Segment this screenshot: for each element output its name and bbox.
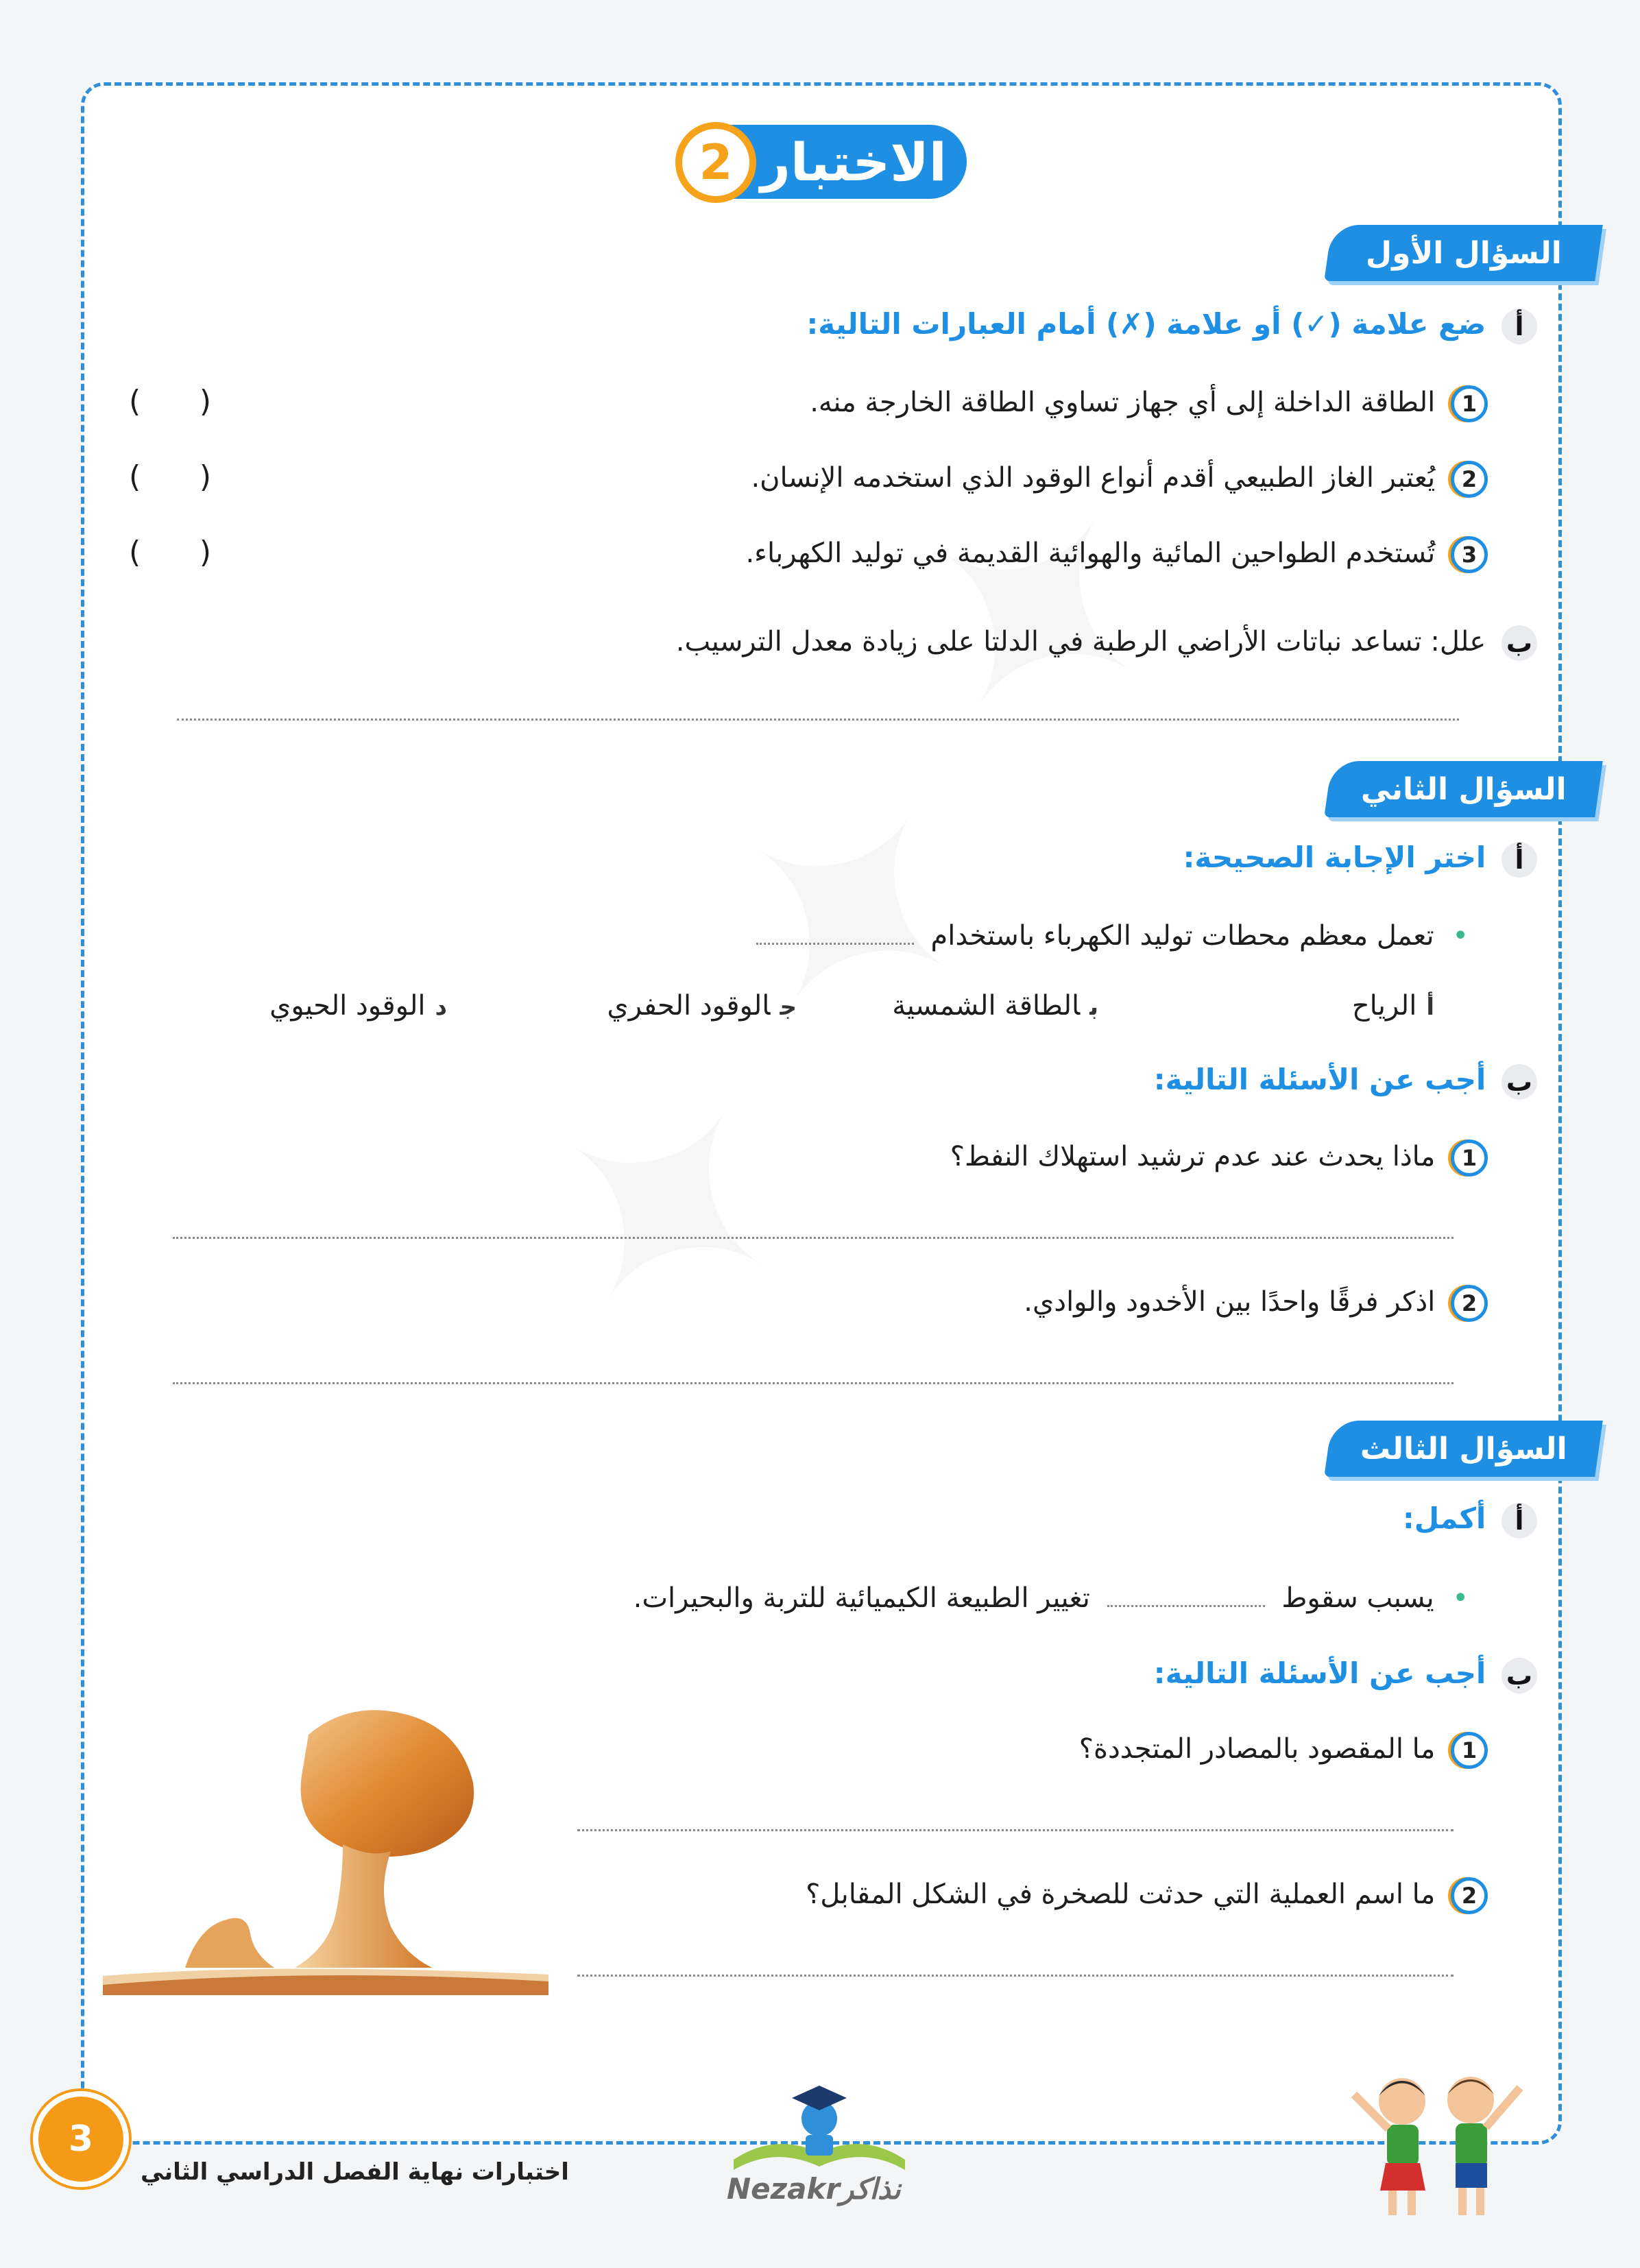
- question-2-tab: السؤال الثاني: [1324, 761, 1603, 817]
- q1-part-b-letter: ب: [1502, 625, 1537, 661]
- q2-part-b-heading: [1154, 1063, 1537, 1100]
- q1-part-a-title: ضع علامة (✓) أو علامة (✗) أمام العبارات التالية:: [806, 307, 1486, 341]
- answer-line[interactable]: [177, 719, 1459, 721]
- book-title-footer: اختبارات نهاية الفصل الدراسي الثاني: [141, 2158, 569, 2186]
- q2-part-a-letter: أ: [1502, 842, 1537, 878]
- kids-illustration: [1340, 2060, 1539, 2225]
- choice-c[interactable]: جالوقود الحفري: [607, 990, 797, 1022]
- nezakr-logo-icon: [720, 2071, 919, 2173]
- answer-line[interactable]: [173, 1237, 1454, 1239]
- question-3-tab: السؤال الثالث: [1324, 1421, 1603, 1477]
- number-badge: 2: [1451, 1285, 1488, 1322]
- q3-part-b-title: أجب عن الأسئلة التالية:: [1153, 1656, 1486, 1690]
- answer-line[interactable]: [173, 1382, 1454, 1384]
- q1-part-b: ب علل: تساعد نباتات الأراضي الرطبة في الدلتا على زيادة معدل الترسيب.: [676, 625, 1537, 661]
- answer-line[interactable]: [577, 1975, 1454, 1977]
- number-badge: 1: [1451, 385, 1488, 422]
- blank[interactable]: [756, 943, 914, 945]
- q2-part-a-heading: [1183, 841, 1537, 878]
- q2-part-b-letter: ب: [1502, 1064, 1537, 1100]
- q1-statement-1: 1 الطاقة الداخلة إلى أي جهاز تساوي الطاقة الخارجة منه.: [810, 385, 1488, 422]
- q2-question-1: 1 ماذا يحدث عند عدم ترشيد استهلاك النفط؟: [950, 1139, 1488, 1177]
- q1-part-a-heading: [806, 307, 1537, 344]
- number-badge: 2: [1451, 1877, 1488, 1914]
- question-1-tab: السؤال الأول: [1324, 225, 1603, 281]
- q2-part-a-title: اختر الإجابة الصحيحة:: [1183, 841, 1486, 874]
- q3-part-b-letter: ب: [1502, 1658, 1537, 1693]
- q3-question-1: 1 ما المقصود بالمصادر المتجددة؟: [1079, 1732, 1488, 1769]
- choice-a[interactable]: أالرياح: [1351, 990, 1434, 1022]
- q1-statement-3: 3 تُستخدم الطواحين المائية والهوائية القديمة في توليد الكهرباء.: [745, 536, 1488, 573]
- q2-part-b-title: أجب عن الأسئلة التالية:: [1153, 1063, 1486, 1096]
- choice-b[interactable]: بالطاقة الشمسية: [892, 990, 1098, 1022]
- q2-mcq-stem: • تعمل معظم محطات توليد الكهرباء باستخدام: [756, 920, 1469, 952]
- q3-question-2: 2 ما اسم العملية التي حدثت للصخرة في الشكل المقابل؟: [806, 1877, 1488, 1914]
- page-number-badge: 3: [33, 2091, 129, 2187]
- bullet-icon: •: [1452, 1582, 1469, 1614]
- answer-line[interactable]: [577, 1829, 1454, 1831]
- answer-box-3[interactable]: ( ): [129, 535, 211, 570]
- number-badge: 3: [1451, 536, 1488, 573]
- choice-d[interactable]: دالوقود الحيوي: [269, 990, 447, 1022]
- number-badge: 1: [1451, 1139, 1488, 1177]
- q3-part-b-heading: [1154, 1656, 1537, 1693]
- answer-box-2[interactable]: ( ): [129, 459, 211, 494]
- q3-part-a-letter: أ: [1502, 1503, 1537, 1539]
- mushroom-rock-image: [103, 1693, 548, 1995]
- exam-number-badge: 2: [675, 122, 756, 203]
- exam-title: الاختبار: [686, 125, 967, 199]
- q3-complete-sentence: • يسبب سقوط تغيير الطبيعة الكيميائية للتربة والبحيرات.: [633, 1582, 1469, 1614]
- q1-part-a-letter: أ: [1502, 309, 1537, 344]
- number-badge: 1: [1451, 1732, 1488, 1769]
- number-badge: 2: [1451, 461, 1488, 498]
- blank[interactable]: [1107, 1605, 1265, 1607]
- bullet-icon: •: [1452, 920, 1469, 952]
- logo-text: Nezakrنذاكر: [727, 2172, 901, 2206]
- answer-box-1[interactable]: ( ): [129, 384, 211, 419]
- q3-part-a-title: أكمل:: [1403, 1501, 1486, 1535]
- q2-question-2: 2 اذكر فرقًا واحدًا بين الأخدود والوادي.: [1024, 1285, 1488, 1322]
- q3-part-a-heading: [1403, 1501, 1537, 1539]
- q1-statement-2: 2 يُعتبر الغاز الطبيعي أقدم أنواع الوقود الذي استخدمه الإنسان.: [751, 461, 1488, 498]
